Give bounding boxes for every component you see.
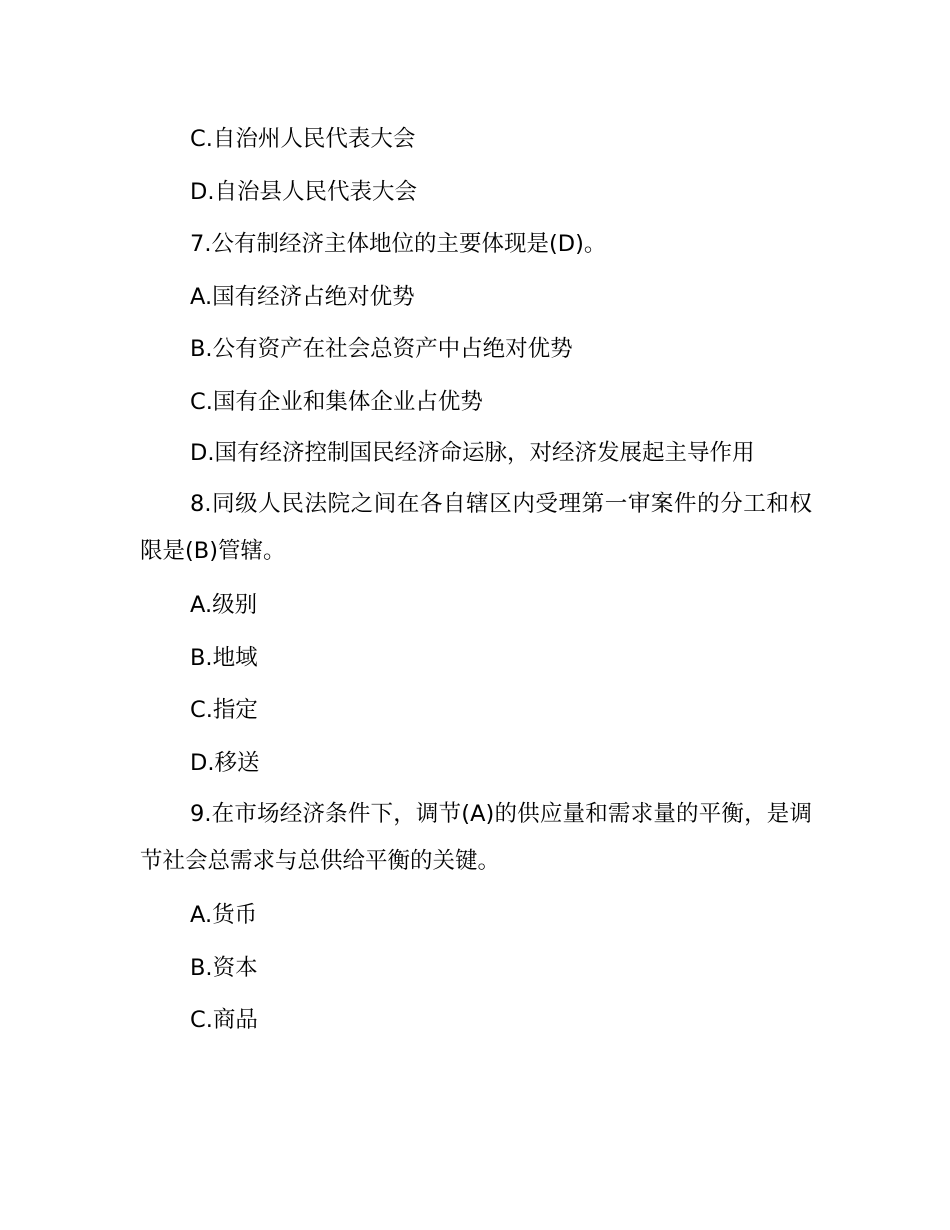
option-a-q9: A.货币 — [190, 902, 258, 928]
option-c-q9: C.商品 — [190, 1007, 258, 1033]
option-b-q8: B.地域 — [190, 644, 258, 671]
option-a-q8: A.级别 — [190, 592, 258, 618]
option-d-q7: D.国有经济控制国民经济命运脉，对经济发展起主导作用 — [190, 440, 755, 466]
option-c-q7: C.国有企业和集体企业占优势 — [190, 388, 483, 415]
option-a-q7: A.国有经济占绝对优势 — [190, 283, 415, 310]
option-c-q8: C.指定 — [190, 697, 258, 723]
question-8: 8.同级人民法院之间在各自辖区内受理第一审案件的分工和权限是(B)管辖。 — [140, 491, 812, 564]
option-b-q7: B.公有资产在社会总资产中占绝对优势 — [190, 336, 573, 362]
option-d-q8: D.移送 — [190, 749, 260, 776]
option-d-q6: D.自治县人民代表大会 — [190, 178, 417, 205]
question-7: 7.公有制经济主体地位的主要体现是(D)。 — [190, 231, 607, 257]
option-c-q6: C.自治州人民代表大会 — [190, 126, 416, 152]
question-9: 9.在市场经济条件下，调节(A)的供应量和需求量的平衡，是调节社会总需求与总供给平衡的关键。 — [140, 801, 812, 874]
option-b-q9: B.资本 — [190, 954, 258, 981]
document-body — [140, 113, 812, 1047]
